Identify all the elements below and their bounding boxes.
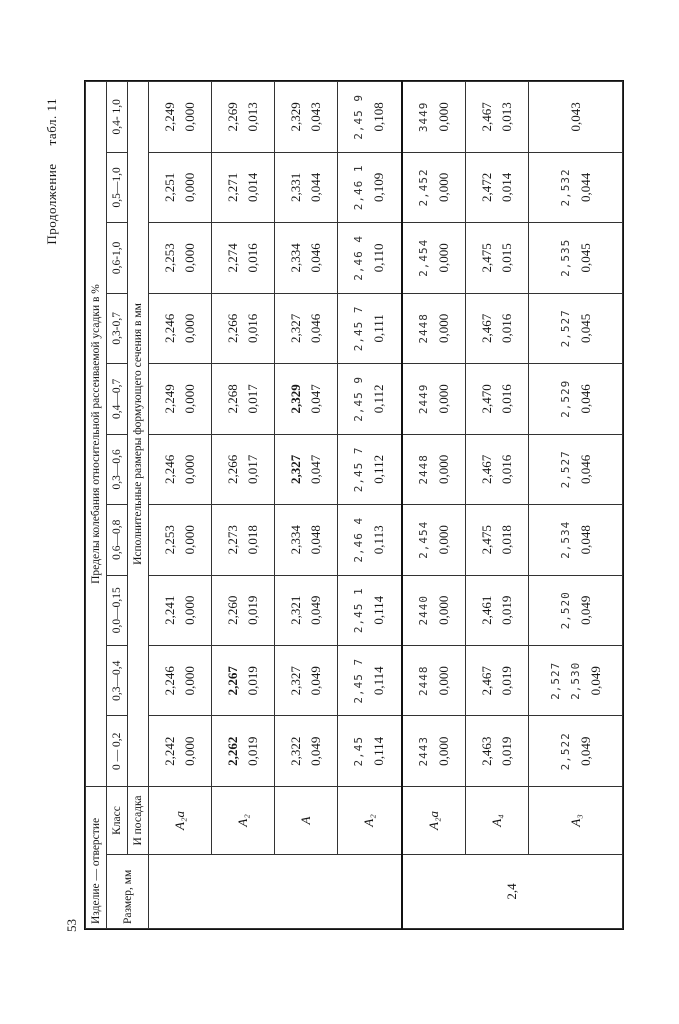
value-bottom: 0,049 [308,595,324,625]
value-top: 2,45 9 [352,375,366,422]
value-cell [275,152,338,222]
value-top: 2,475 [479,243,495,273]
value-bottom: 0,014 [245,172,261,202]
value-top: 2,45 [352,736,366,767]
table-row [149,82,212,929]
value-top: 2,46 1 [352,164,366,211]
value-cell [338,646,402,716]
value-cell [529,575,623,645]
value-top: 2,463 [479,736,495,766]
value-bottom: 0,017 [245,454,261,484]
value-bottom: 0,049 [308,666,324,696]
value-cell [466,434,529,504]
value-bottom: 0,019 [245,736,261,766]
value-bottom: 0,000 [182,595,198,625]
value-top: 2,46 4 [352,516,366,563]
value-bottom: 0,000 [182,102,198,132]
value-cell [529,223,623,293]
value-bottom: 0,000 [182,525,198,555]
value-top: 2,262 [225,736,241,766]
range-header: 0,5—1,0 [107,152,128,222]
value-cell [466,82,529,153]
value-cell [212,716,275,786]
value-cell [275,223,338,293]
value-top: 2,331 [288,172,304,202]
value-bottom: 0,000 [182,172,198,202]
value-top: 2,520 [558,591,572,630]
value-top: 2,527 2,530 [548,661,582,700]
value-cell [212,575,275,645]
value-top: 2,269 [225,102,241,132]
value-top: 2,454 [416,520,430,559]
table-row [212,82,275,929]
value-top: 2,472 [479,172,495,202]
value-cell [275,82,338,153]
value-bottom: 0,043 [308,102,324,132]
value-top: 2,452 [416,168,430,207]
value-cell [529,646,623,716]
range-header: 0,0—0,15 [107,575,128,645]
value-top: 2,266 [225,313,241,343]
value-cell [402,293,466,363]
value-bottom: 0,000 [182,666,198,696]
value-cell [212,364,275,434]
value-bottom: 0,046 [308,313,324,343]
value-top: 2,45 7 [352,305,366,352]
value-bottom: 0,000 [435,313,451,343]
value-cell [466,716,529,786]
value-cell [338,293,402,363]
value-top: 2,249 [162,102,178,132]
value-bottom: 0,044 [577,172,593,202]
value-bottom: 0,112 [371,384,387,414]
class-cell: A₄ [466,786,529,854]
value-cell [466,152,529,222]
value-cell [149,223,212,293]
range-header: 0,3—0,4 [107,646,128,716]
tolerance-table [85,81,623,929]
class-header: Класс [107,786,128,854]
value-cell [466,223,529,293]
value-top: 2,522 [558,732,572,771]
value-cell [338,364,402,434]
value-cell [275,505,338,575]
value-bottom: 0,016 [245,243,261,273]
value-top: 2,241 [162,595,178,625]
value-bottom: 0,109 [371,172,387,202]
value-bottom: 0,114 [371,736,387,766]
value-bottom: 0,000 [435,666,451,696]
value-cell [529,82,623,153]
subheader: Исполнительные размеры формующего сечения в мм [128,82,149,787]
value-bottom: 0,000 [182,736,198,766]
value-cell [149,716,212,786]
value-top: 2449 [416,383,430,415]
value-cell [212,434,275,504]
limits-group-header: Пределы колебания относительной рассеиваемой усадки в % [86,82,107,787]
value-bottom: 0,045 [577,313,593,343]
value-bottom: 0,013 [245,102,261,132]
value-bottom: 0,000 [182,454,198,484]
value-cell [402,716,466,786]
value-bottom: 0,016 [499,454,515,484]
value-cell [402,152,466,222]
value-cell [149,505,212,575]
table-row [402,82,466,929]
value-bottom: 0,047 [308,384,324,414]
value-bottom: 0,019 [245,666,261,696]
value-bottom: 0,018 [499,525,515,555]
value-cell [275,364,338,434]
value-bottom: 0,016 [245,313,261,343]
value-top: 2,45 9 [352,93,366,140]
value-top: 2440 [416,595,430,626]
value-cell [402,434,466,504]
value-bottom: 0,108 [371,102,387,132]
value-cell [338,223,402,293]
value-bottom: 0,110 [371,243,387,273]
value-top: 2,327 [288,313,304,343]
value-cell [338,152,402,222]
value-cell [466,364,529,434]
table-row [466,82,529,929]
value-top: 2,334 [288,525,304,555]
value-cell [212,646,275,716]
value-cell [529,293,623,363]
value-cell [466,646,529,716]
value-bottom: 0,000 [435,595,451,625]
value-top: 2,527 [558,450,572,489]
value-bottom: 0,019 [499,736,515,766]
value-top: 2,260 [225,595,241,625]
value-top: 2,534 [558,520,572,559]
value-bottom: 0,049 [587,666,603,696]
value-cell [149,646,212,716]
value-bottom: 0,049 [577,595,593,625]
value-top: 2,274 [225,243,241,273]
value-top: 2,461 [479,595,495,625]
value-bottom: 0,045 [577,243,593,273]
data-table-frame [84,80,624,930]
value-bottom: 0,014 [499,172,515,202]
value-top: 2448 [416,454,430,485]
class-cell: A₂a [149,786,212,854]
value-cell [402,505,466,575]
table-label: табл. [44,115,59,146]
value-cell [529,505,623,575]
value-bottom: 0,013 [499,102,515,132]
range-header: 0,4- 1,0 [107,82,128,153]
value-top: 2,329 [288,102,304,132]
value-bottom: 0,044 [308,172,324,202]
value-bottom: 0,000 [435,736,451,766]
value-cell [529,716,623,786]
value-cell [149,575,212,645]
value-bottom: 0,019 [245,595,261,625]
value-top: 2,45 1 [352,587,366,634]
value-top: 2,246 [162,666,178,696]
value-bottom: 0,016 [499,313,515,343]
value-top: 2,45 7 [352,657,366,704]
value-cell [529,152,623,222]
value-top: 2,467 [479,313,495,343]
value-top: 2,329 [288,384,304,414]
value-cell [529,364,623,434]
value-cell [338,716,402,786]
value-bottom: 0,000 [435,102,451,132]
value-top: 2,271 [225,172,241,202]
value-cell [149,364,212,434]
value-bottom: 0,112 [371,454,387,484]
value-cell [275,716,338,786]
value-top: 2,251 [162,172,178,202]
value-bottom: 0,046 [308,243,324,273]
class-cell: A₃ [529,786,623,854]
value-cell [275,646,338,716]
value-bottom: 0,049 [577,736,593,766]
value-top: 2,321 [288,595,304,625]
value-bottom: 0,043 [567,102,583,132]
value-bottom: 0,019 [499,595,515,625]
item-group-header: Изделие — отверстие [86,786,107,928]
value-top: 2,470 [479,384,495,414]
page-number: 53 [64,919,79,932]
value-top: 2,327 [288,454,304,484]
range-header: 0,4—0,7 [107,364,128,434]
value-cell [529,434,623,504]
value-cell [212,82,275,153]
value-cell [149,434,212,504]
value-top: 2,334 [288,243,304,273]
table-number: 11 [44,98,59,112]
value-top: 2,322 [288,736,304,766]
value-top: 2,467 [479,666,495,696]
value-bottom: 0,048 [577,525,593,555]
value-bottom: 0,113 [371,525,387,555]
value-top: 2,253 [162,525,178,555]
value-bottom: 0,000 [435,172,451,202]
value-top: 2,45 7 [352,446,366,493]
range-header: 0 — 0,2 [107,716,128,786]
table-row [275,82,338,929]
value-cell [275,575,338,645]
value-bottom: 0,000 [182,384,198,414]
range-header: 0,6—0,8 [107,505,128,575]
value-bottom: 0,046 [577,454,593,484]
table-caption [44,98,60,245]
value-top: 2,266 [225,454,241,484]
value-cell [212,293,275,363]
value-top: 3449 [416,101,430,133]
value-top: 2,467 [479,102,495,132]
value-bottom: 0,018 [245,525,261,555]
value-bottom: 0,015 [499,243,515,273]
value-cell [402,575,466,645]
value-cell [275,434,338,504]
value-cell [402,82,466,153]
value-top: 2,268 [225,384,241,414]
value-top: 2,242 [162,736,178,766]
value-cell [402,646,466,716]
value-top: 2443 [416,736,430,767]
value-cell [338,434,402,504]
value-bottom: 0,046 [577,384,593,414]
value-top: 2,273 [225,525,241,555]
class-cell: A₂a [402,786,466,854]
range-header: 0,3-0,7 [107,293,128,363]
value-cell [402,223,466,293]
value-cell [402,364,466,434]
value-bottom: 0,111 [371,314,387,343]
value-cell [466,575,529,645]
value-bottom: 0,019 [499,666,515,696]
value-top: 2,327 [288,666,304,696]
value-bottom: 0,048 [308,525,324,555]
value-top: 2,532 [558,168,572,207]
size-header: Размер, мм [107,855,149,929]
value-cell [149,293,212,363]
range-header: 0,6-1,0 [107,223,128,293]
value-cell [275,293,338,363]
size-cell [149,855,402,929]
value-top: 2,475 [479,525,495,555]
size-cell: 2,4 [402,855,623,929]
continuation-label: Продолжение [44,163,59,245]
value-top: 2,267 [225,666,241,696]
value-bottom: 0,000 [435,384,451,414]
class-cell: A₂ [212,786,275,854]
value-top: 2,529 [558,379,572,418]
class-cell: A₂ [338,786,402,854]
value-top: 2,249 [162,384,178,414]
value-cell [338,505,402,575]
value-top: 2,467 [479,454,495,484]
value-top: 2,246 [162,313,178,343]
value-bottom: 0,000 [182,313,198,343]
value-cell [466,505,529,575]
value-cell [338,575,402,645]
value-bottom: 0,000 [435,454,451,484]
range-header: 0,3—0,6 [107,434,128,504]
value-cell [212,505,275,575]
value-top: 2,527 [558,309,572,348]
value-top: 2,46 4 [352,234,366,281]
value-top: 2,535 [558,238,572,277]
value-cell [212,152,275,222]
value-top: 2,253 [162,243,178,273]
value-top: 2,454 [416,238,430,277]
class-cell: A [275,786,338,854]
value-cell [149,82,212,153]
value-bottom: 0,000 [435,243,451,273]
value-bottom: 0,000 [435,525,451,555]
value-cell [212,223,275,293]
value-cell [338,82,402,153]
table-row [529,82,623,929]
value-top: 2448 [416,313,430,344]
value-bottom: 0,016 [499,384,515,414]
value-bottom: 0,047 [308,454,324,484]
table-row [338,82,402,929]
value-bottom: 0,049 [308,736,324,766]
fit-header: И посадка [128,786,149,854]
value-bottom: 0,000 [182,243,198,273]
value-bottom: 0,114 [371,666,387,696]
value-cell [466,293,529,363]
value-bottom: 0,017 [245,384,261,414]
value-top: 2448 [416,665,430,697]
value-cell [149,152,212,222]
value-bottom: 0,114 [371,595,387,625]
value-top: 2,246 [162,454,178,484]
